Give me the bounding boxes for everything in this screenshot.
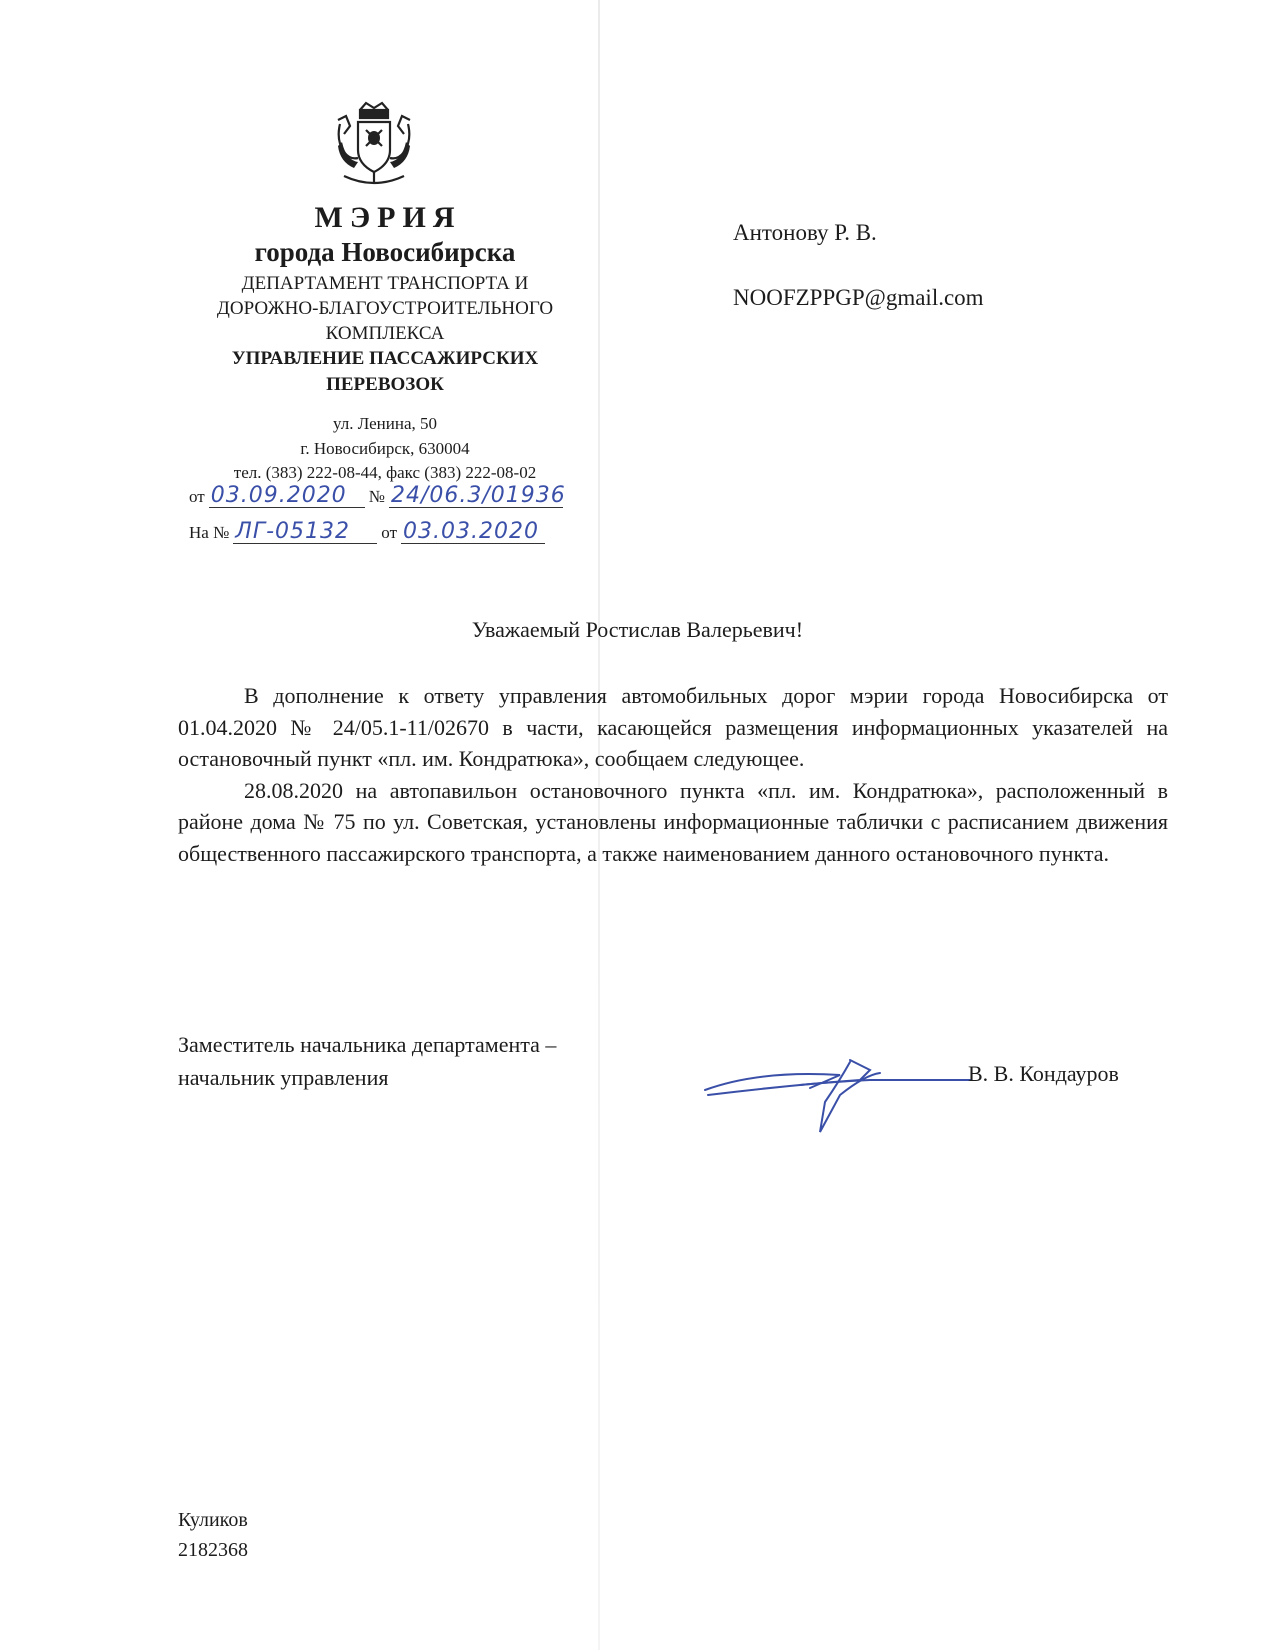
address-phone: тел. (383) 222-08-44, факс (383) 222-08-02 <box>233 463 537 483</box>
address-city: г. Новосибирск, 630004 <box>300 438 470 458</box>
signature-icon <box>700 1040 1000 1140</box>
department-line-1: ДЕПАРТАМЕНТ ТРАНСПОРТА И <box>241 273 529 295</box>
letterhead-office <box>160 346 610 396</box>
office-line-1: УПРАВЛЕНИЕ ПАССАЖИРСКИХ <box>231 348 539 370</box>
coat-of-arms-icon <box>330 100 418 190</box>
recipient-email: NOOFZPPGP@gmail.com <box>733 285 984 310</box>
outgoing-number: 24/06.3/01936 <box>390 483 566 508</box>
office-line-2: ПЕРЕВОЗОК <box>326 373 444 395</box>
number-label: № <box>368 487 385 506</box>
executor-name: Куликов <box>178 1509 248 1531</box>
letter-body <box>178 680 1168 869</box>
reference-date: 03.03.2020 <box>401 520 545 544</box>
signatory-position <box>178 1028 556 1094</box>
reference-number: ЛГ-05132 <box>233 520 377 544</box>
recipient-name: Антонову Р. В. <box>733 220 877 245</box>
letterhead-department <box>160 271 610 346</box>
department-line-2: ДОРОЖНО-БЛАГОУСТРОИТЕЛЬНОГО <box>216 298 554 320</box>
position-line-2: начальник управления <box>178 1065 389 1090</box>
signatory-name: В. В. Кондауров <box>968 1061 1119 1086</box>
executor-phone: 2182368 <box>178 1539 248 1561</box>
body-paragraph-2: 28.08.2020 на автопавильон остановочного пункта «пл. им. Кондратюка», расположенный в районе дома № 75 по ул. Советская, установлены информационные таблички с расписанием движения общественного пассажирского транспорта, а также наименованием данного остановочного пункта. <box>178 777 1168 866</box>
body-paragraph-1: В дополнение к ответу управления автомобильных дорог мэрии города Новосибирска от 01.04.2020 № 24/05.1-11/02670 в части, касающейся размещения информационных указателей на остановочный пункт «пл. им. Кондратюка», сообщаем следующее. <box>178 683 1168 771</box>
reference-from-label: от <box>381 523 398 542</box>
outgoing-date: 03.09.2020 <box>209 484 365 508</box>
salutation: Уважаемый Ростислав Валерьевич! <box>471 617 804 642</box>
address-street: ул. Ленина, 50 <box>332 414 438 433</box>
letterhead <box>160 200 610 397</box>
letterhead-mayor: МЭРИЯ <box>314 201 462 234</box>
outgoing-registration <box>185 483 566 508</box>
department-line-3: КОМПЛЕКСА <box>325 323 445 345</box>
executor-info <box>178 1505 248 1565</box>
sender-address <box>160 412 610 486</box>
position-line-1: Заместитель начальника департамента – <box>178 1032 557 1057</box>
from-label: от <box>189 487 205 506</box>
incoming-reference <box>185 520 545 544</box>
letterhead-city: города Новосибирска <box>254 237 516 268</box>
reference-label: На № <box>189 523 230 542</box>
